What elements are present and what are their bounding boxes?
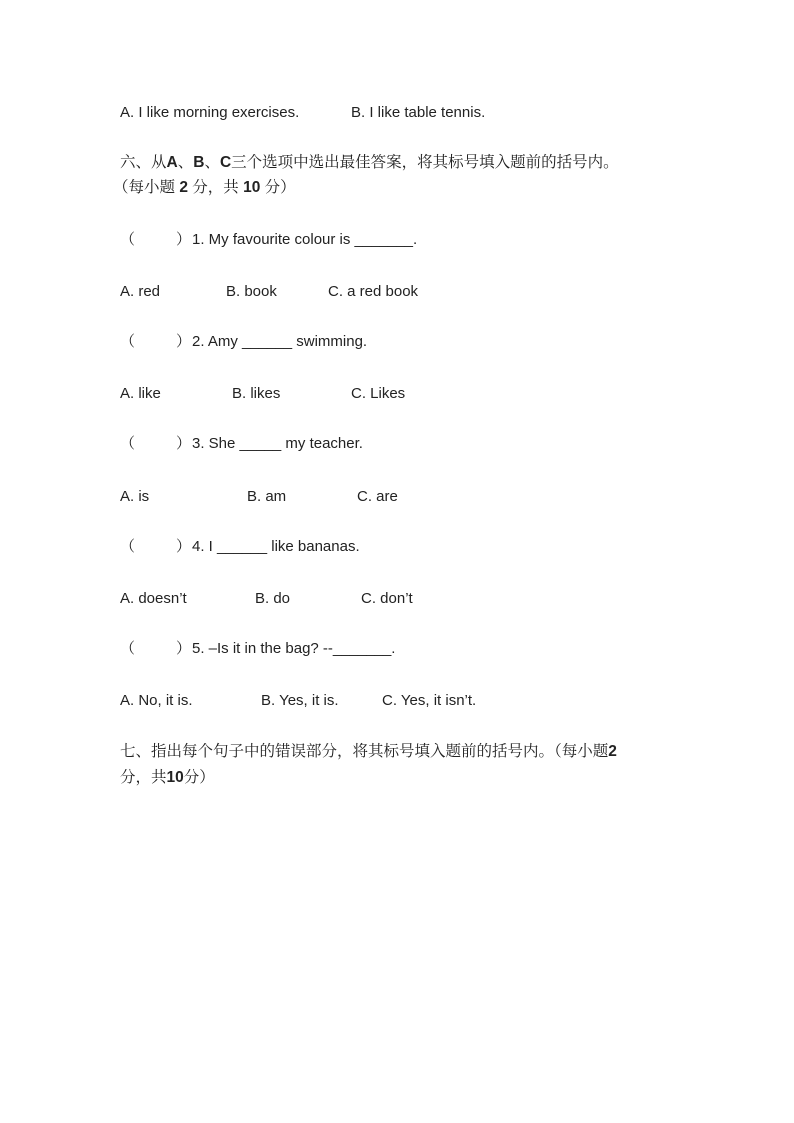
question-3-options xyxy=(120,487,720,507)
question-1-options xyxy=(120,282,720,302)
section7-text3: 分） xyxy=(183,769,215,786)
option-b: B. do xyxy=(255,590,291,607)
option-c: C. are xyxy=(357,488,398,505)
question-3 xyxy=(120,434,720,454)
question-5-options xyxy=(120,691,720,711)
answer-paren-close: ） xyxy=(176,538,192,555)
answer-paren-close: ） xyxy=(176,640,192,657)
option-a: A. red xyxy=(120,283,161,300)
answer-paren-close: ） xyxy=(176,435,192,452)
answer-paren-close: ） xyxy=(176,231,192,248)
section6-score-mid: 分，共 xyxy=(192,179,239,196)
option-b: B. book xyxy=(226,283,277,300)
question-2-options xyxy=(120,384,720,404)
answer-paren-open: （ xyxy=(120,538,136,555)
answer-paren-close: ） xyxy=(176,333,192,350)
question-2 xyxy=(120,332,720,352)
section7-text2: 分，共 xyxy=(120,769,167,786)
section7-text1: 七、指出每个句子中的错误部分，将其标号填入题前的括号内。（每小题 xyxy=(120,743,609,760)
option-c: C. don’t xyxy=(361,590,413,607)
question-5 xyxy=(120,639,720,659)
question-text: 1. My favourite colour is _______. xyxy=(192,231,418,248)
section6-letter-a: A xyxy=(166,154,178,171)
section6-prefix: 六、从 xyxy=(120,154,167,171)
option-a: A. is xyxy=(120,488,150,505)
section7-num2: 10 xyxy=(166,769,184,786)
question-4-options xyxy=(120,589,720,609)
section6-score-close: 分） xyxy=(264,179,296,196)
option-c: C. a red book xyxy=(328,283,419,300)
option-a: A. No, it is. xyxy=(120,692,193,709)
question-text: 4. I ______ like bananas. xyxy=(192,538,360,555)
section6-score xyxy=(113,178,296,198)
question-text: 3. She _____ my teacher. xyxy=(192,435,363,452)
question-1 xyxy=(120,230,720,250)
question-4 xyxy=(120,537,720,557)
answer-paren-open: （ xyxy=(120,435,136,452)
question-text: 2. Amy ______ swimming. xyxy=(192,333,368,350)
section6-text: 三个选项中选出最佳答案，将其标号填入题前的括号内。 xyxy=(231,154,619,171)
section6-score-num2: 10 xyxy=(243,179,261,196)
option-b: B. am xyxy=(247,488,287,505)
section6-letter-c: C xyxy=(219,154,232,171)
answer-paren-open: （ xyxy=(120,231,136,248)
section6-score-open: （每小题 xyxy=(113,179,176,196)
prev-option-b: B. I like table tennis. xyxy=(351,104,486,121)
option-a: A. like xyxy=(120,385,161,402)
section6-letter-b: B xyxy=(193,154,205,171)
section6-sep1: 、 xyxy=(177,154,194,171)
section7-heading-cont xyxy=(120,768,215,788)
section7-heading xyxy=(120,742,617,762)
prev-option-a: A. I like morning exercises. xyxy=(120,104,300,121)
option-c: C. Likes xyxy=(351,385,406,402)
section6-score-num1: 2 xyxy=(179,179,188,196)
option-b: B. likes xyxy=(232,385,281,402)
answer-paren-open: （ xyxy=(120,333,136,350)
question-text: 5. –Is it in the bag? --_______. xyxy=(192,640,396,657)
section6-sep2: 、 xyxy=(204,154,220,171)
option-a: A. doesn’t xyxy=(120,590,187,607)
option-b: B. Yes, it is. xyxy=(261,692,339,709)
section7-num1: 2 xyxy=(608,743,617,760)
section6-heading xyxy=(120,153,619,173)
answer-paren-open: （ xyxy=(120,640,136,657)
option-c: C. Yes, it isn’t. xyxy=(382,692,477,709)
